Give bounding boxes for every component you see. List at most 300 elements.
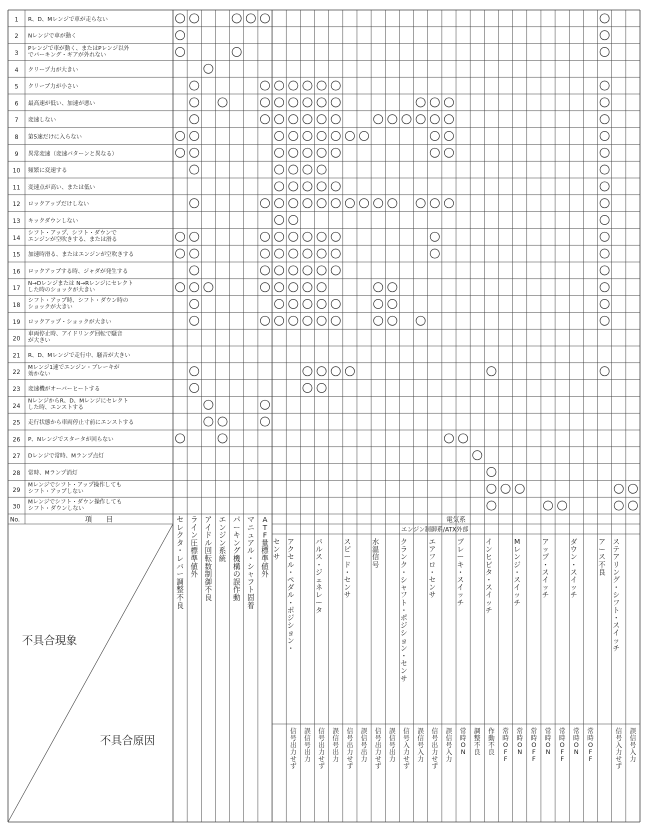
- mark-circle: [303, 367, 312, 376]
- symptom-rows: [13, 15, 134, 512]
- mark-circle: [430, 131, 439, 140]
- cause-detail-label: 出: [360, 748, 368, 756]
- mark-circle: [459, 434, 468, 443]
- symptom-text: エンジンが空吹きする、または滑る: [28, 237, 118, 244]
- electrical-group-label: 号: [372, 560, 380, 569]
- cause-detail-label: 入: [445, 748, 453, 756]
- mark-circle: [331, 98, 340, 107]
- symptom-text: シフト・アップ、シフト・ダウンで: [28, 230, 117, 237]
- electrical-group-label: ジ: [287, 614, 295, 622]
- mark-circle: [600, 47, 609, 56]
- electrical-group-label: ッ: [570, 583, 578, 592]
- mechanical-cause-label: 転: [204, 554, 212, 563]
- cause-detail-label: 不: [488, 741, 495, 749]
- mark-circle: [543, 501, 552, 510]
- electrical-label: 電気系: [446, 515, 466, 524]
- mark-circle: [275, 215, 284, 224]
- electrical-group-label: イ: [485, 591, 493, 600]
- cause-detail-label: 時: [530, 734, 538, 742]
- mark-circle: [260, 98, 269, 107]
- cause-detail-label: せ: [290, 755, 297, 763]
- electrical-group-label: ル: [315, 545, 323, 554]
- mark-circle: [444, 199, 453, 208]
- electrical-group-label: ・: [400, 568, 408, 577]
- electrical-group-label: タ: [315, 606, 323, 615]
- mark-circle: [275, 316, 284, 325]
- cause-detail-label: せ: [615, 755, 622, 763]
- cause-detail-label: 誤: [445, 727, 453, 735]
- mechanical-cause-label: 回: [204, 546, 212, 556]
- electrical-group-label: ウ: [570, 545, 578, 554]
- mark-circle: [416, 199, 425, 208]
- mark-circle: [190, 131, 199, 140]
- electrical-group-label: チ: [457, 598, 465, 607]
- mechanical-cause-label: 標: [190, 546, 198, 556]
- cause-detail-label: 信: [403, 727, 410, 735]
- cause-detail-label: 信: [417, 734, 424, 742]
- row-number: 25: [12, 419, 21, 427]
- cause-detail-label: 常: [558, 727, 566, 735]
- mark-circle: [190, 299, 199, 308]
- mark-circle: [303, 131, 312, 140]
- cause-detail-label: N: [460, 748, 466, 756]
- cause-detail-label: O: [559, 741, 565, 749]
- cause-detail-label: 信: [375, 727, 382, 735]
- cause-detail-label: 信: [431, 727, 438, 735]
- row-number: 26: [12, 436, 21, 444]
- cause-detail-label: 信: [615, 727, 622, 735]
- mark-circle: [430, 148, 439, 157]
- cause-detail-label: ず: [375, 762, 382, 770]
- electrical-group-label: ・: [287, 644, 295, 653]
- mark-circle: [388, 199, 397, 208]
- cause-detail-label: 時: [587, 734, 594, 742]
- cause-detail-label: 時: [516, 734, 523, 742]
- electrical-group-label: レ: [457, 545, 465, 554]
- mark-circle: [175, 148, 184, 157]
- mark-circle: [331, 148, 340, 157]
- electrical-group-label: セ: [273, 538, 281, 546]
- symptom-text: クリープ力が小さい: [28, 84, 79, 91]
- mark-circle: [317, 165, 326, 174]
- electrical-group-label: サ: [343, 591, 351, 600]
- electrical-group-label: ス: [612, 538, 620, 546]
- electrical-group-label: ョ: [287, 629, 295, 638]
- electrical-group-label: ネ: [315, 583, 323, 592]
- electrical-group-label: ン: [400, 553, 408, 562]
- mechanical-cause-label: グ: [233, 546, 241, 556]
- electrical-group-label: チ: [513, 598, 521, 607]
- mark-circle: [388, 299, 397, 308]
- mechanical-cause-label: イ: [190, 522, 198, 532]
- cause-detail-label: ず: [615, 762, 622, 770]
- electrical-group-label: セ: [287, 553, 295, 562]
- mark-circle: [275, 81, 284, 90]
- electrical-group-label: M: [514, 538, 521, 546]
- mark-circle: [628, 484, 637, 493]
- electrical-group-label: ン: [485, 545, 493, 554]
- mark-circle: [388, 316, 397, 325]
- mark-circle: [374, 115, 383, 124]
- symptom-text: 効かない: [28, 371, 51, 378]
- mark-circle: [317, 148, 326, 157]
- electrical-group-label: リ: [612, 560, 620, 569]
- mechanical-cause-label: T: [262, 522, 268, 532]
- mark-circle: [331, 266, 340, 275]
- row-number: 20: [12, 335, 21, 343]
- row-number: 13: [12, 218, 21, 225]
- mark-circle: [275, 148, 284, 157]
- cause-detail-label: せ: [431, 755, 438, 763]
- mark-circle: [190, 266, 199, 275]
- cause-detail-label: 力: [290, 748, 297, 756]
- electrical-group-label: ダ: [570, 538, 578, 546]
- symptom-text: ショックが大きい: [28, 304, 73, 311]
- mark-circle: [275, 266, 284, 275]
- row-number: 21: [12, 352, 21, 360]
- electrical-group-label: ン: [513, 553, 521, 562]
- cause-detail-label: 号: [629, 741, 637, 749]
- mechanical-cause-label: ル: [247, 546, 255, 556]
- mechanical-cause-label: レ: [176, 522, 184, 532]
- cause-detail-label: 良: [488, 748, 495, 756]
- cause-detail-label: 作: [488, 727, 495, 735]
- cause-detail-label: 出: [375, 741, 382, 749]
- electrical-group-label: ド: [343, 560, 351, 569]
- electrical-group-label: フ: [612, 598, 620, 607]
- cause-detail-label: ず: [431, 762, 438, 770]
- cause-detail-label: F: [588, 755, 593, 763]
- cause-detail-label: O: [587, 741, 593, 749]
- cause-detail-label: 誤: [332, 727, 339, 735]
- mark-circle: [218, 98, 227, 107]
- item-label: 項 目: [85, 515, 113, 524]
- cause-detail-label: 力: [389, 755, 396, 763]
- mark-circle: [190, 367, 199, 376]
- cause-detail-label: O: [573, 741, 579, 749]
- mark-circle: [317, 249, 326, 258]
- electrical-group-label: ジ: [400, 621, 408, 630]
- mark-circle: [317, 299, 326, 308]
- electrical-group-label: ス: [541, 568, 549, 577]
- electrical-group-label: セ: [400, 659, 408, 668]
- mark-circle: [289, 199, 298, 208]
- mechanical-cause-label: 良: [176, 600, 184, 610]
- mark-circle: [175, 232, 184, 241]
- cause-detail-label: せ: [346, 755, 354, 763]
- electrical-group-label: シ: [400, 576, 408, 584]
- mark-circle: [317, 81, 326, 90]
- mark-circle: [600, 14, 609, 23]
- electrical-group-label: ト: [612, 606, 620, 615]
- mechanical-cause-label: 標: [261, 546, 269, 556]
- mark-circle: [331, 232, 340, 241]
- mark-circle: [289, 131, 298, 140]
- cause-detail-label: 常: [459, 727, 467, 735]
- electrical-group-label: ス: [612, 621, 620, 630]
- electrical-group-label: ッ: [513, 591, 521, 600]
- cause-detail-label: F: [560, 755, 565, 763]
- electrical-group-label: イ: [570, 576, 578, 584]
- mark-circle: [600, 249, 609, 258]
- electrical-group-label: ラ: [400, 545, 408, 554]
- cause-detail-label: 号: [445, 741, 453, 749]
- row-number: 3: [14, 50, 19, 57]
- mark-circle: [374, 199, 383, 208]
- electrical-group-label: ジ: [513, 560, 521, 569]
- cause-detail-label: 力: [615, 748, 622, 756]
- mark-circle: [628, 501, 637, 510]
- symptom-text: N→Dレンジまたは N→Rレンジにセレクト: [28, 281, 134, 288]
- mechanical-cause-label: 準: [190, 554, 198, 563]
- mark-circle: [600, 31, 609, 40]
- mechanical-cause-label: ャ: [247, 569, 255, 579]
- mark-circle: [275, 199, 284, 208]
- mark-circle: [275, 299, 284, 308]
- mechanical-cause-label: 系: [218, 546, 227, 556]
- electrical-group-label: ・: [400, 606, 408, 615]
- symptom-text: NレンジからR、D、Mレンジにセレクト: [28, 398, 129, 405]
- electrical-group-label: ・: [287, 568, 295, 577]
- mark-circle: [303, 98, 312, 107]
- symptom-text: Mレンジでシフト・アップ操作しても: [28, 482, 122, 489]
- symptom-text: 加速時滑る、またはエンジンが空吹きする: [28, 252, 135, 259]
- symptom-text: Nレンジで車が動く: [28, 33, 77, 40]
- mark-circle: [374, 283, 383, 292]
- symptom-text: ロックアップだけしない: [28, 201, 90, 208]
- mark-circle: [275, 232, 284, 241]
- cause-detail-label: 号: [290, 734, 297, 742]
- electrical-group-label: 水: [372, 538, 380, 546]
- mark-circle: [331, 316, 340, 325]
- symptom-text: ロックアップする時、ジャダが発生する: [28, 268, 129, 275]
- mark-circle: [600, 165, 609, 174]
- cause-detail-label: O: [531, 741, 537, 749]
- electrical-group-label: エ: [428, 538, 436, 546]
- mark-circle: [600, 81, 609, 90]
- electrical-group-label: 良: [598, 568, 606, 577]
- cause-detail-label: N: [545, 748, 551, 756]
- row-number: 27: [12, 453, 21, 461]
- electrical-group-label: ス: [457, 576, 465, 584]
- electrical-group-label: ー: [343, 553, 351, 562]
- mechanical-cause-label: 着: [247, 600, 255, 610]
- electrical-group-label: ス: [570, 568, 578, 577]
- symptom-text: 変速機がオーバーヒートする: [28, 386, 101, 393]
- cause-detail-label: 力: [375, 748, 382, 756]
- mark-circle: [289, 266, 298, 275]
- symptom-text: が大きい: [28, 338, 51, 344]
- mark-circle: [289, 182, 298, 191]
- mark-circle: [359, 131, 368, 140]
- mechanical-cause-label: ー: [176, 569, 184, 579]
- electrical-group-label: キ: [457, 560, 465, 569]
- mark-circle: [359, 199, 368, 208]
- mark-circle: [275, 165, 284, 174]
- mark-circle: [204, 400, 213, 409]
- mark-circle: [218, 417, 227, 426]
- cause-detail-label: 信: [318, 727, 325, 735]
- cause-detail-label: 信: [332, 734, 339, 742]
- cause-detail-label: 号: [431, 734, 438, 742]
- cause-detail-label: 入: [629, 748, 637, 756]
- symptom-text: R、D、Mレンジで車が走らない: [28, 16, 108, 23]
- mark-circle: [600, 299, 609, 308]
- symptom-text: シフト・アップ時、シフト・ダウン時の: [28, 297, 129, 304]
- cause-detail-label: 号: [615, 734, 622, 742]
- mechanical-cause-label: 調: [176, 577, 184, 587]
- cause-detail-label: ず: [318, 762, 325, 770]
- mark-circle: [275, 249, 284, 258]
- electrical-group-label: ッ: [541, 583, 549, 592]
- electrical-group-label: ・: [485, 576, 493, 584]
- cause-detail-label: 号: [375, 734, 382, 742]
- mark-circle: [190, 148, 199, 157]
- electrical-group-label: ア: [598, 538, 606, 546]
- electrical-group-label: ピ: [343, 545, 351, 554]
- mechanical-cause-label: 数: [204, 561, 212, 571]
- cause-detail-label: 信: [290, 727, 297, 735]
- mark-circle: [303, 148, 312, 157]
- mechanical-cause-label: 準: [261, 554, 269, 563]
- row-number: 18: [12, 302, 21, 309]
- cause-detail-label: 誤: [304, 727, 311, 735]
- cause-detail-label: 時: [459, 734, 467, 742]
- cause-detail-label: 入: [403, 741, 410, 749]
- mechanical-cause-label: 固: [247, 593, 255, 602]
- mark-circle: [289, 81, 298, 90]
- electrical-group-label: レ: [513, 545, 521, 554]
- symptom-text: 走行状態から車両停止寸前にエンストする: [28, 420, 134, 427]
- mark-circle: [260, 266, 269, 275]
- mark-circle: [303, 299, 312, 308]
- cause-detail-label: 良: [474, 748, 481, 756]
- mark-circle: [614, 501, 623, 510]
- electrical-group-label: ・: [428, 568, 436, 577]
- symptom-text: Dレンジで常時、Mランプ点灯: [28, 453, 104, 460]
- row-number: 29: [12, 486, 21, 494]
- row-number: 2: [14, 33, 19, 41]
- mark-circle: [175, 249, 184, 258]
- mark-circle: [260, 283, 269, 292]
- cause-detail-label: 力: [360, 755, 368, 763]
- mark-circle: [289, 232, 298, 241]
- mechanical-cause-label: タ: [176, 538, 184, 548]
- electrical-group-label: ・: [612, 583, 620, 592]
- cause-detail-label: 号: [332, 741, 339, 749]
- mark-circle: [317, 383, 326, 392]
- mark-circle: [303, 316, 312, 325]
- row-number: 7: [14, 117, 19, 125]
- row-number: 10: [12, 167, 21, 175]
- cause-detail-label: 常: [502, 727, 509, 735]
- mark-circle: [204, 64, 213, 73]
- mark-circle: [190, 283, 199, 292]
- symptom-text: でパーキング・ギアが外れない: [28, 52, 107, 59]
- mechanical-cause-label: ン: [218, 522, 227, 532]
- electrical-group-label: チ: [485, 606, 493, 615]
- mark-circle: [501, 484, 510, 493]
- cause-detail-label: 出: [389, 748, 396, 756]
- electrical-group-label: ブ: [457, 538, 465, 546]
- symptom-text: Mレンジでシフト・ダウン操作しても: [28, 499, 123, 506]
- mechanical-cause-label: 値: [190, 561, 198, 571]
- cause-detail-label: 誤: [360, 727, 368, 735]
- mark-circle: [331, 131, 340, 140]
- cause-detail-label: 誤: [629, 727, 637, 735]
- row-number: 12: [12, 201, 21, 209]
- mark-circle: [260, 316, 269, 325]
- cause-detail-label: 信: [389, 734, 396, 742]
- mark-circle: [260, 417, 269, 426]
- mechanical-cause-label: 御: [204, 577, 212, 587]
- cause-detail-label: 時: [573, 734, 580, 742]
- mark-circle: [402, 115, 411, 124]
- mark-circle: [600, 266, 609, 275]
- cause-detail-label: 号: [389, 741, 396, 749]
- mark-circle: [317, 367, 326, 376]
- mark-circle: [430, 232, 439, 241]
- electrical-group-label: フ: [428, 553, 436, 562]
- cause-detail-label: 整: [474, 734, 481, 742]
- mechanical-cause-label: ン: [190, 530, 198, 540]
- electrical-group-label: ェ: [315, 576, 323, 584]
- mark-circle: [190, 165, 199, 174]
- row-number: 22: [12, 369, 21, 377]
- symptom-text: した時のショックが大きい: [28, 287, 96, 294]
- row-number: 8: [14, 134, 19, 141]
- electrical-group-label: ス: [485, 583, 493, 592]
- row-number: 4: [14, 66, 19, 74]
- mark-circle: [175, 434, 184, 443]
- cause-detail-label: 出: [431, 741, 438, 749]
- mechanical-cause-label: 統: [218, 554, 227, 563]
- mark-circle: [303, 182, 312, 191]
- electrical-group-label: ー: [315, 598, 323, 607]
- electrical-group-label: ン: [287, 636, 295, 645]
- cause-detail-label: O: [503, 741, 509, 749]
- electrical-group-label: レ: [315, 591, 323, 600]
- electrical-group-label: ン: [400, 644, 408, 653]
- mark-circle: [289, 316, 298, 325]
- cause-header: 不具合原因: [100, 734, 155, 747]
- mark-circle: [289, 148, 298, 157]
- mechanical-cause-label: 構: [233, 561, 241, 571]
- mark-circle: [430, 115, 439, 124]
- cause-detail-label: 出: [290, 741, 297, 749]
- row-number: 19: [12, 318, 21, 326]
- electrical-group-label: ョ: [400, 636, 408, 645]
- row-number: 9: [14, 150, 19, 158]
- mark-circle: [614, 484, 623, 493]
- mark-circle: [558, 501, 567, 510]
- mark-circle: [416, 115, 425, 124]
- mechanical-cause-label: ク: [176, 530, 184, 540]
- cause-detail-label: 力: [332, 755, 339, 763]
- mark-circle: [190, 199, 199, 208]
- electrical-group-label: ア: [287, 538, 295, 546]
- cause-detail-label: 常: [516, 727, 523, 735]
- symptom-text: 頻繁に変速する: [28, 168, 68, 175]
- mark-circle: [317, 115, 326, 124]
- electrical-group-label: ・: [457, 568, 465, 577]
- cause-detail-label: せ: [403, 755, 410, 763]
- row-number: 5: [14, 83, 19, 91]
- mark-circle: [600, 367, 609, 376]
- cause-detail-label: O: [545, 741, 551, 749]
- mechanical-cause-label: 量: [261, 538, 269, 548]
- mark-circle: [317, 232, 326, 241]
